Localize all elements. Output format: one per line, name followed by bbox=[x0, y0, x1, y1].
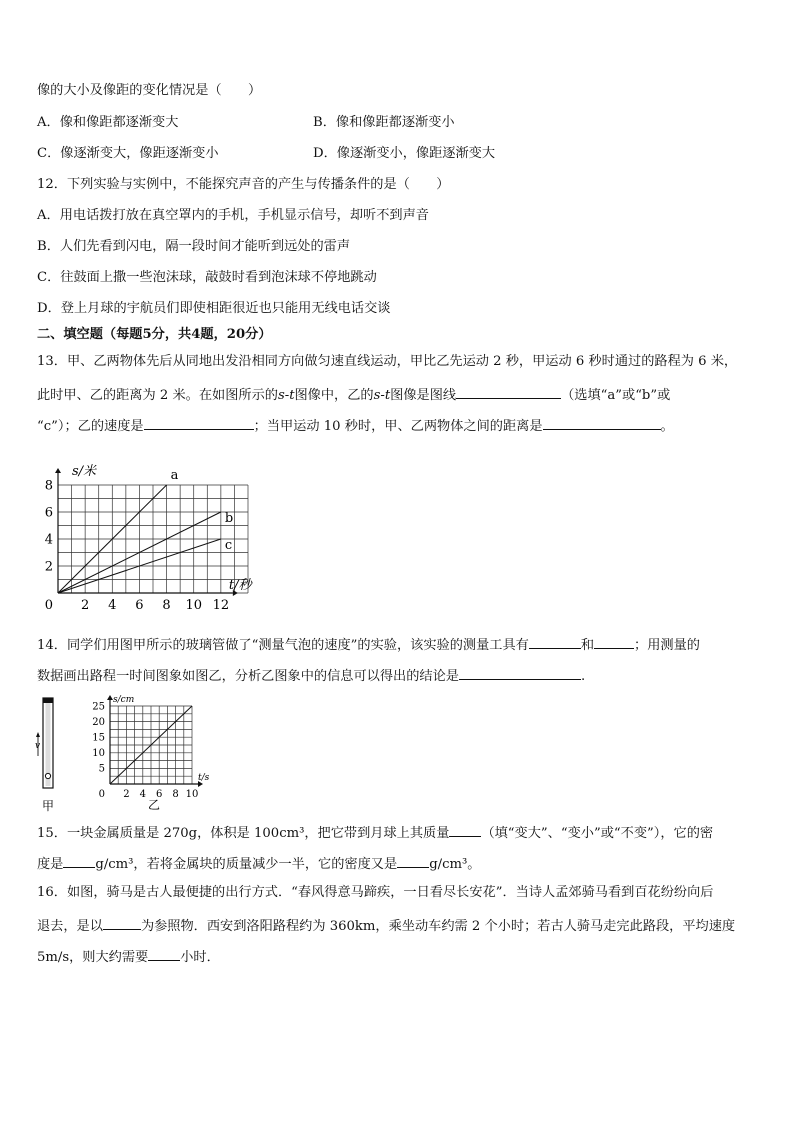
x-tick-label: 8 bbox=[162, 598, 171, 613]
q13-text: （选填“a”或“b”或 bbox=[561, 388, 671, 403]
q11-option-b[interactable]: B．像和像距都逐渐变小 bbox=[313, 115, 455, 130]
q13-st-label: s-t bbox=[373, 388, 391, 403]
y-axis-label: s/米 bbox=[72, 464, 97, 479]
y-tick-label: 4 bbox=[44, 532, 53, 548]
series-label-c: c bbox=[224, 538, 233, 553]
q15-text: g/cm³，若将金属块的质量减少一半，它的密度又是 bbox=[95, 857, 398, 872]
q12-option-b[interactable]: B．人们先看到闪电，隔一段时间才能听到远处的雷声 bbox=[37, 239, 351, 254]
y-tick-label: 25 bbox=[92, 701, 105, 713]
q13-blank-distance[interactable] bbox=[543, 415, 661, 430]
x-tick-label: 10 bbox=[185, 598, 202, 613]
bubble-icon bbox=[45, 773, 50, 778]
q11-option-a[interactable]: A．像和像距都逐渐变大 bbox=[37, 115, 179, 130]
x-axis-label: t/秒 bbox=[228, 578, 252, 593]
q15-blank-density1[interactable] bbox=[63, 853, 95, 868]
q14-blank-tool1[interactable] bbox=[529, 634, 581, 649]
x-tick-label: 4 bbox=[139, 789, 146, 800]
q16-text: 5m/s，则大约需要 bbox=[37, 950, 149, 965]
q16-line2 bbox=[37, 915, 735, 936]
x-tick-label: 6 bbox=[156, 789, 163, 800]
q14-line2 bbox=[37, 665, 585, 686]
q15-blank-mass[interactable] bbox=[449, 822, 481, 837]
q12-option-c[interactable]: C．往鼓面上撒一些泡沫球，敲鼓时看到泡沫球不停地跳动 bbox=[37, 270, 377, 285]
y-tick-label: 10 bbox=[92, 748, 105, 760]
q13-text: “c”）；乙的速度是 bbox=[37, 419, 144, 434]
x-tick-label: 6 bbox=[135, 598, 144, 613]
q13-line3 bbox=[37, 415, 674, 436]
y-tick-label: 8 bbox=[44, 478, 53, 494]
q16-blank-hours[interactable] bbox=[148, 946, 180, 961]
q13-text: 此时甲、乙的距离为 2 米。在如图所示的 bbox=[37, 388, 278, 403]
q14-st-chart bbox=[88, 688, 218, 812]
q15-text: （填“变大”、“变小”或“不变”），它的密 bbox=[481, 826, 714, 841]
q16-text: 退去，是以 bbox=[37, 919, 103, 934]
q11-option-c[interactable]: C．像逐渐变大，像距逐渐变小 bbox=[37, 146, 219, 161]
q11-stem: 像的大小及像距的变化情况是（ ） bbox=[37, 83, 262, 98]
q13-text: 图像中，乙的 bbox=[294, 388, 374, 403]
q15-line1 bbox=[37, 822, 713, 843]
q14-text: 和 bbox=[580, 638, 595, 653]
q15-blank-density2[interactable] bbox=[397, 853, 429, 868]
q13-blank-graph[interactable] bbox=[456, 384, 561, 399]
q14-tube-figure bbox=[30, 696, 66, 816]
figure-label-yi: 乙 bbox=[148, 798, 161, 812]
q15-text: 15．一块金属质量是 270g，体积是 100cm³，把它带到月球上其质量 bbox=[37, 826, 450, 841]
section-title: 二、填空题（每题5分，共4题，20分） bbox=[37, 327, 272, 342]
y-tick-label: 15 bbox=[92, 732, 105, 744]
q16-line3 bbox=[37, 946, 220, 967]
y-tick-label: 5 bbox=[98, 763, 105, 775]
q14-blank-conclusion[interactable] bbox=[459, 665, 581, 680]
q15-text: 度是 bbox=[37, 857, 64, 872]
x-tick-label: 2 bbox=[81, 598, 90, 613]
q13-text: 图像是图线 bbox=[390, 388, 457, 403]
q14-blank-tool2[interactable] bbox=[594, 634, 634, 649]
y-axis-label: s/cm bbox=[113, 695, 135, 705]
q14-text: . bbox=[581, 669, 586, 684]
figure-label-jia: 甲 bbox=[42, 799, 55, 813]
q14-text: ；用测量的 bbox=[634, 638, 700, 653]
y-tick-label: 20 bbox=[92, 716, 105, 728]
x-tick-label: 2 bbox=[123, 789, 130, 800]
x-tick-label: 12 bbox=[212, 598, 230, 613]
q13-text: ；当甲运动 10 秒时，甲、乙两物体之间的距离是 bbox=[253, 419, 543, 434]
q15-text: g/cm³。 bbox=[429, 857, 481, 872]
q14-text: 14．同学们用图甲所示的玻璃管做了“测量气泡的速度”的实验，该实验的测量工具有 bbox=[37, 638, 529, 653]
tube-cap bbox=[43, 698, 53, 703]
q13-st-chart bbox=[36, 448, 266, 618]
velocity-label: v bbox=[35, 741, 41, 751]
origin-label: 0 bbox=[98, 789, 105, 800]
x-tick-label: 8 bbox=[172, 789, 179, 800]
q16-text: 小时． bbox=[180, 950, 220, 965]
q11-option-d[interactable]: D．像逐渐变小，像距逐渐变大 bbox=[313, 146, 496, 161]
series-label-a: a bbox=[170, 468, 179, 483]
x-tick-label: 4 bbox=[108, 598, 117, 613]
q13-blank-speed[interactable] bbox=[144, 415, 254, 430]
q14-text: 数据画出路程一时间图象如图乙，分析乙图象中的信息可以得出的结论是 bbox=[37, 669, 459, 684]
q13-st-label: s-t bbox=[277, 388, 295, 403]
q15-line2 bbox=[37, 853, 480, 874]
q16-blank-reference[interactable] bbox=[103, 915, 141, 930]
q16-line1: 16．如图，骑马是古人最便捷的出行方式．“春风得意马蹄疾，一日看尽长安花”．当诗人孟郊骑马看到百花纷纷向后 bbox=[37, 885, 714, 900]
q12-option-d[interactable]: D．登上月球的宇航员们即使相距很近也只能用无线电话交谈 bbox=[37, 301, 391, 316]
velocity-arrowhead bbox=[36, 732, 40, 737]
x-tick-label: 10 bbox=[185, 789, 199, 800]
y-axis-arrowhead bbox=[55, 468, 61, 473]
q16-text: 为参照物．西安到洛阳路程约为 360km，乘坐动车约需 2 个小时；若古人骑马走完此路段，平均速度 bbox=[140, 919, 736, 934]
y-tick-label: 2 bbox=[44, 559, 53, 575]
y-tick-label: 6 bbox=[44, 505, 53, 521]
series-label-b: b bbox=[224, 511, 234, 526]
q13-line1: 13．甲、乙两物体先后从同地出发沿相同方向做匀速直线运动，甲比乙先运动 2 秒，甲运动 6 秒时通过的路程为 6 米， bbox=[37, 354, 738, 369]
origin-label: 0 bbox=[44, 598, 53, 613]
q13-line2 bbox=[37, 384, 670, 405]
q13-text: 。 bbox=[660, 419, 674, 434]
q12-stem: 12．下列实验与实例中，不能探究声音的产生与传播条件的是（ ） bbox=[37, 177, 450, 192]
q14-line1 bbox=[37, 634, 700, 655]
q12-option-a[interactable]: A．用电话拨打放在真空罩内的手机，手机显示信号，却听不到声音 bbox=[37, 208, 429, 223]
x-axis-label: t/s bbox=[198, 773, 210, 783]
